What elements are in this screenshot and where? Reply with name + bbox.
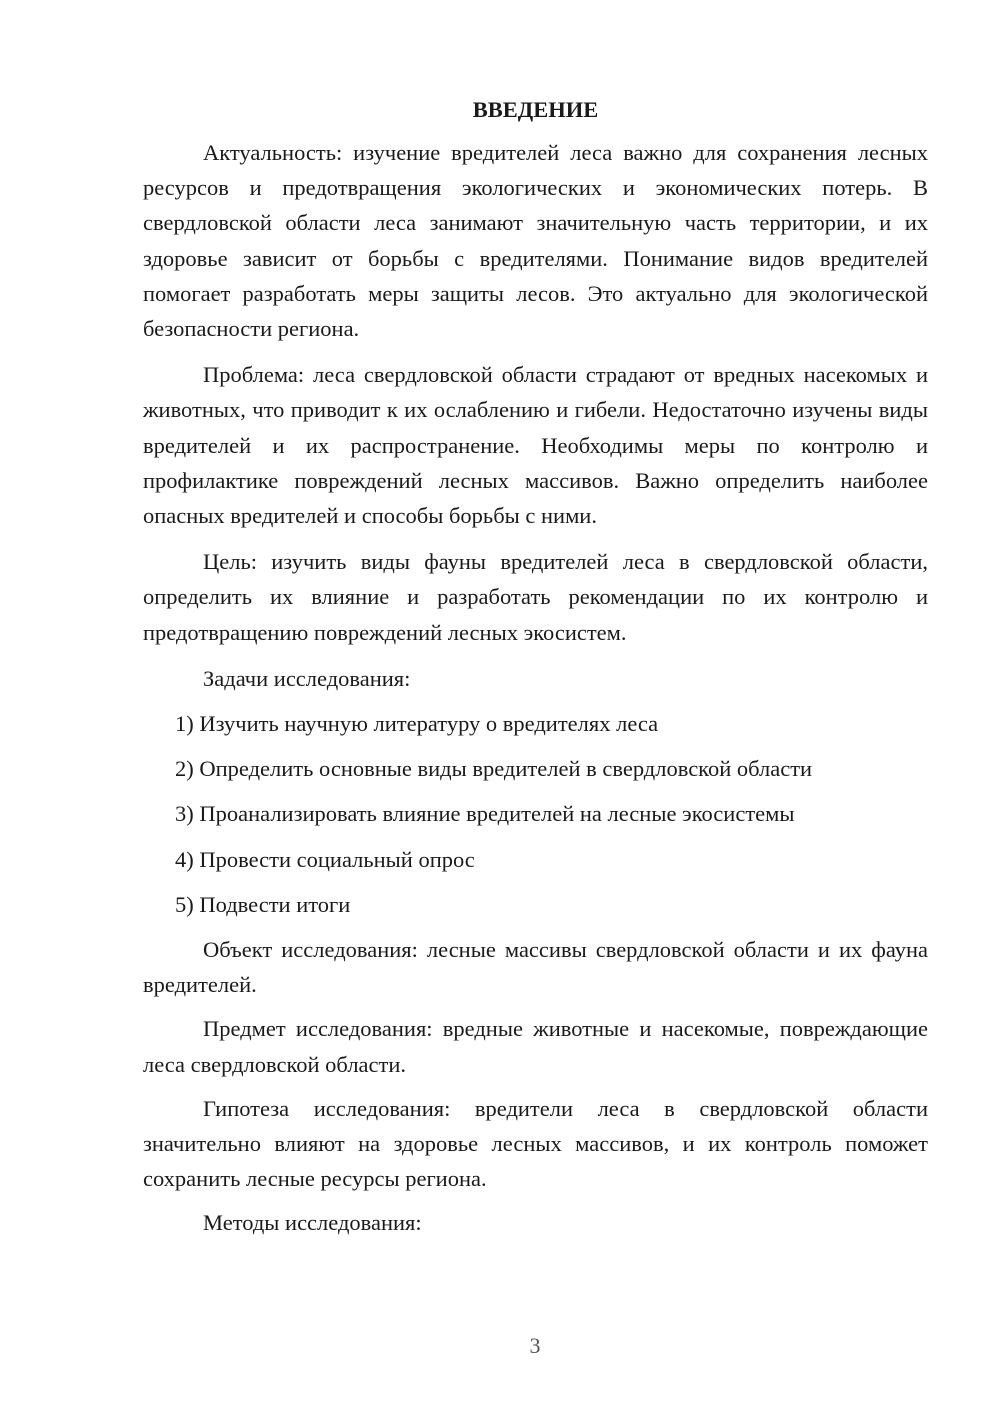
task-item: 5) Подвести итоги: [175, 891, 351, 917]
section-title: ВВЕДЕНИЕ: [472, 97, 599, 122]
goal-paragraph: Цель: изучить виды фауны вредителей леса в свердловской области, определить их влияние и разработать рекомендации по их контролю и предотвращению повреждений лесных экосистем.: [143, 549, 928, 645]
object-paragraph: Объект исследования: лесные массивы свердловской области и их фауна вредителей.: [143, 937, 928, 998]
task-item: 2) Определить основные виды вредителей в свердловской области: [175, 756, 813, 782]
subject-paragraph: Предмет исследования: вредные животные и насекомые, повреждающие леса свердловской области.: [143, 1016, 928, 1077]
hypothesis-paragraph: Гипотеза исследования: вредители леса в свердловской области значительно влияют на здоровье лесных массивов, и их контроль поможет сохранить лесные ресурсы региона.: [143, 1095, 928, 1192]
task-item: 3) Проанализировать влияние вредителей на лесные экосистемы: [175, 801, 795, 827]
page-content: [143, 92, 928, 1251]
page-number: 3: [529, 1333, 541, 1358]
tasks-heading: Задачи исследования:: [203, 665, 411, 691]
tasks-list: [143, 706, 928, 922]
methods-heading: Методы исследования:: [203, 1210, 422, 1236]
task-item: 4) Провести социальный опрос: [175, 846, 475, 872]
relevance-paragraph: Актуальность: изучение вредителей леса важно для сохранения лесных ресурсов и предотвращения экологических и экономических потерь. В свердловской области леса занимают значительную часть территории, и их здоровье зависит от борьбы с вредителями. Понимание видов вредителей помогает разработать меры защиты лесов. Это актуально для экологической безопасности региона.: [143, 140, 928, 342]
task-item: 1) Изучить научную литературу о вредителях леса: [175, 711, 659, 737]
problem-paragraph: Проблема: леса свердловской области страдают от вредных насекомых и животных, что приводит к их ослаблению и гибели. Недостаточно изучены виды вредителей и их распространение. Необходимы меры по контролю и профилактике повреждений лесных массивов. Важно определить наиболее опасных вредителей и способы борьбы с ними.: [143, 362, 928, 529]
